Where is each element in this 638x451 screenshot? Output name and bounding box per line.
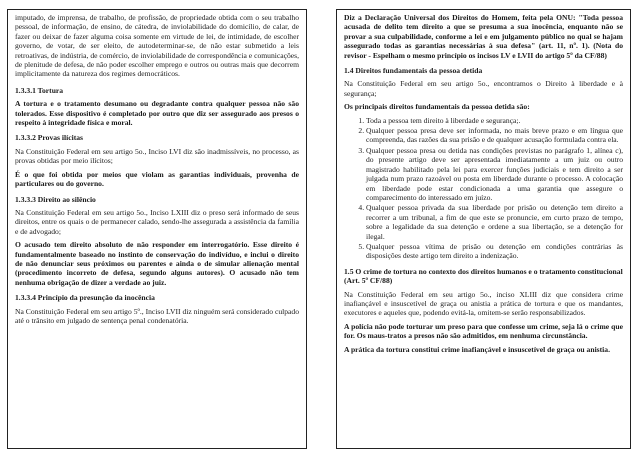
crime-tortura-paragraph-3: A prática da tortura constitui crime inafiançável e insuscetível de graça ou anistia. bbox=[344, 344, 610, 354]
crime-tortura-paragraph-1: Na Constituição Federal em seu artigo 5o., inciso XLIII diz que considera crime inafiançável e insuscetível de graça ou anistia a prática de tortura e que os mandantes, executores e aqueles que, podendo evitá-la, omitem-se serão responsabilizados. bbox=[344, 289, 623, 318]
section-title-presuncao-inocencia: 1.3.3.4 Princípio da presunção da inocência bbox=[15, 293, 155, 303]
intro-paragraph: imputado, de imprensa, de trabalho, de profissão, de propriedade obtida com o seu trabalho pessoal, de informação, de ensino, de cátedra, de inviolabilidade do domicílio, de calar, de fazer ou deixar de fazer alguma coisa somente em virtude de lei, de intimidade, de escolher governo, de votar, de ser eleito, de autodeterminar-se, de não estar submetido a leis retroativas, de indústria, de comércio, de inviolabilidade de correspondência e comunicações, de plenitude de defesa, de não poder escolher emprego e outros ou outras mais que decorrem implicitamente da natureza dos regimes democráticos. bbox=[15, 13, 299, 79]
list-item: 5. Qualquer pessoa vítima de prisão ou detenção em condições contrárias às disposições deste artigo tem direito a indenização. bbox=[366, 242, 623, 261]
provas-paragraph-1: Na Constituição Federal em seu artigo 5o., Inciso LVI diz são inadmissíveis, no processo, as provas obtidas por meio ilícitos; bbox=[15, 146, 299, 166]
list-item: 2. Qualquer pessoa presa deve ser informada, no mais breve prazo e em língua que compreenda, das razões da sua prisão e de qualquer acusação formulada contra ela. bbox=[366, 126, 623, 145]
detida-rights-list bbox=[344, 116, 623, 261]
section-title-tortura: 1.3.3.1 Tortura bbox=[15, 85, 64, 95]
list-item: 1. Toda a pessoa tem direito à liberdade e segurança;. bbox=[366, 116, 623, 125]
list-item: 3. Qualquer pessoa presa ou detida nas condições previstas no parágrafo 1, alínea c), do presente artigo deve ser apresentada imediatamente a um juiz ou outro magistrado habilitado pela lei para exercer funções judiciais e tem direito a ser julgada num prazo razoável ou posta em liberdade durante o processo. A colocação em liberdade pode estar condicionada a uma garantia que assegure o comparecimento do interessado em juízo. bbox=[366, 146, 623, 202]
section-title-direitos-pessoa-detida: 1.4 Direitos fundamentais da pessoa detida bbox=[344, 66, 483, 76]
section-title-provas-ilicitas: 1.3.3.2 Provas ilícitas bbox=[15, 133, 83, 143]
detida-paragraph-1: Na Constituição Federal em seu artigo 5o., encontramos o Direito à liberdade e à segurança; bbox=[344, 79, 623, 98]
left-column bbox=[7, 9, 307, 449]
provas-paragraph-2: É o que foi obtida por meios que violam as garantias individuais, provenha de particulares ou do governo. bbox=[15, 169, 299, 189]
section-title-direito-silencio: 1.3.3.3 Direito ao silêncio bbox=[15, 194, 96, 204]
silencio-paragraph-1: Na Constituição Federal em seu artigo 5o., Inciso LXIII diz o preso será informado de seus direitos, entre os quais o de permanecer calado, sendo-lhe assegurada a assistência da família e de advogado; bbox=[15, 207, 299, 236]
section-title-crime-tortura: 1.5 O crime de tortura no contexto dos direitos humanos e o tratamento constitucional (Art. 5º CF/88) bbox=[344, 266, 623, 286]
list-item: 4. Qualquer pessoa privada da sua liberdade por prisão ou detenção tem direito a recorrer a um tribunal, a fim de que este se pronuncie, em curto prazo de tempo, sobre a legalidade da sua detenção e ordene a sua libertação, se a detenção for ilegal. bbox=[366, 203, 623, 241]
onu-declaration-quote: Diz a Declaração Universal dos Direitos do Homem, feita pela ONU: "Toda pessoa acusada de delito tem direito a que se presuma a sua inocência, enquanto não se provar a sua culpabilidade, conforme a lei e em julgamento público no qual se hajam assegurado todas as garantias necessárias à sua defesa" (art. 11, nº. 1). (Nota do revisor - Espelham o mesmo princípio os incisos LV e LVII do artigo 5º da CF/88) bbox=[344, 13, 623, 60]
crime-tortura-paragraph-2: A polícia não pode torturar um preso para que confesse um crime, seja lá o crime que for. Os maus-tratos a presos não são admitidos, em nenhuma circunstância. bbox=[344, 321, 623, 341]
right-column bbox=[336, 9, 631, 449]
silencio-paragraph-2: O acusado tem direito absoluto de não responder em interrogatório. Esse direito é fundamentalmente baseado no instinto de conservação do indivíduo, e inclui o direito de não denunciar seus próximos ou parentes e ainda o de simular alienação mental (procedimento incorreto de defesa, segundo alguns autores). O acusado não tem nenhuma obrigação de dizer a verdade ao juiz. bbox=[15, 240, 299, 287]
presuncao-paragraph: Na Constituição Federal em seu artigo 5º., Inciso LVII diz ninguém será considerado culpado até o trânsito em julgado de sentença penal condenatória. bbox=[15, 306, 299, 325]
detida-paragraph-2: Os principais direitos fundamentais da pessoa detida são: bbox=[344, 102, 530, 112]
tortura-paragraph: A tortura e o tratamento desumano ou degradante contra qualquer pessoa não são tolerados. Esse dispositivo é completado por outro que diz ser assegurado aos presos o respeito à integridade física e moral. bbox=[15, 99, 299, 128]
